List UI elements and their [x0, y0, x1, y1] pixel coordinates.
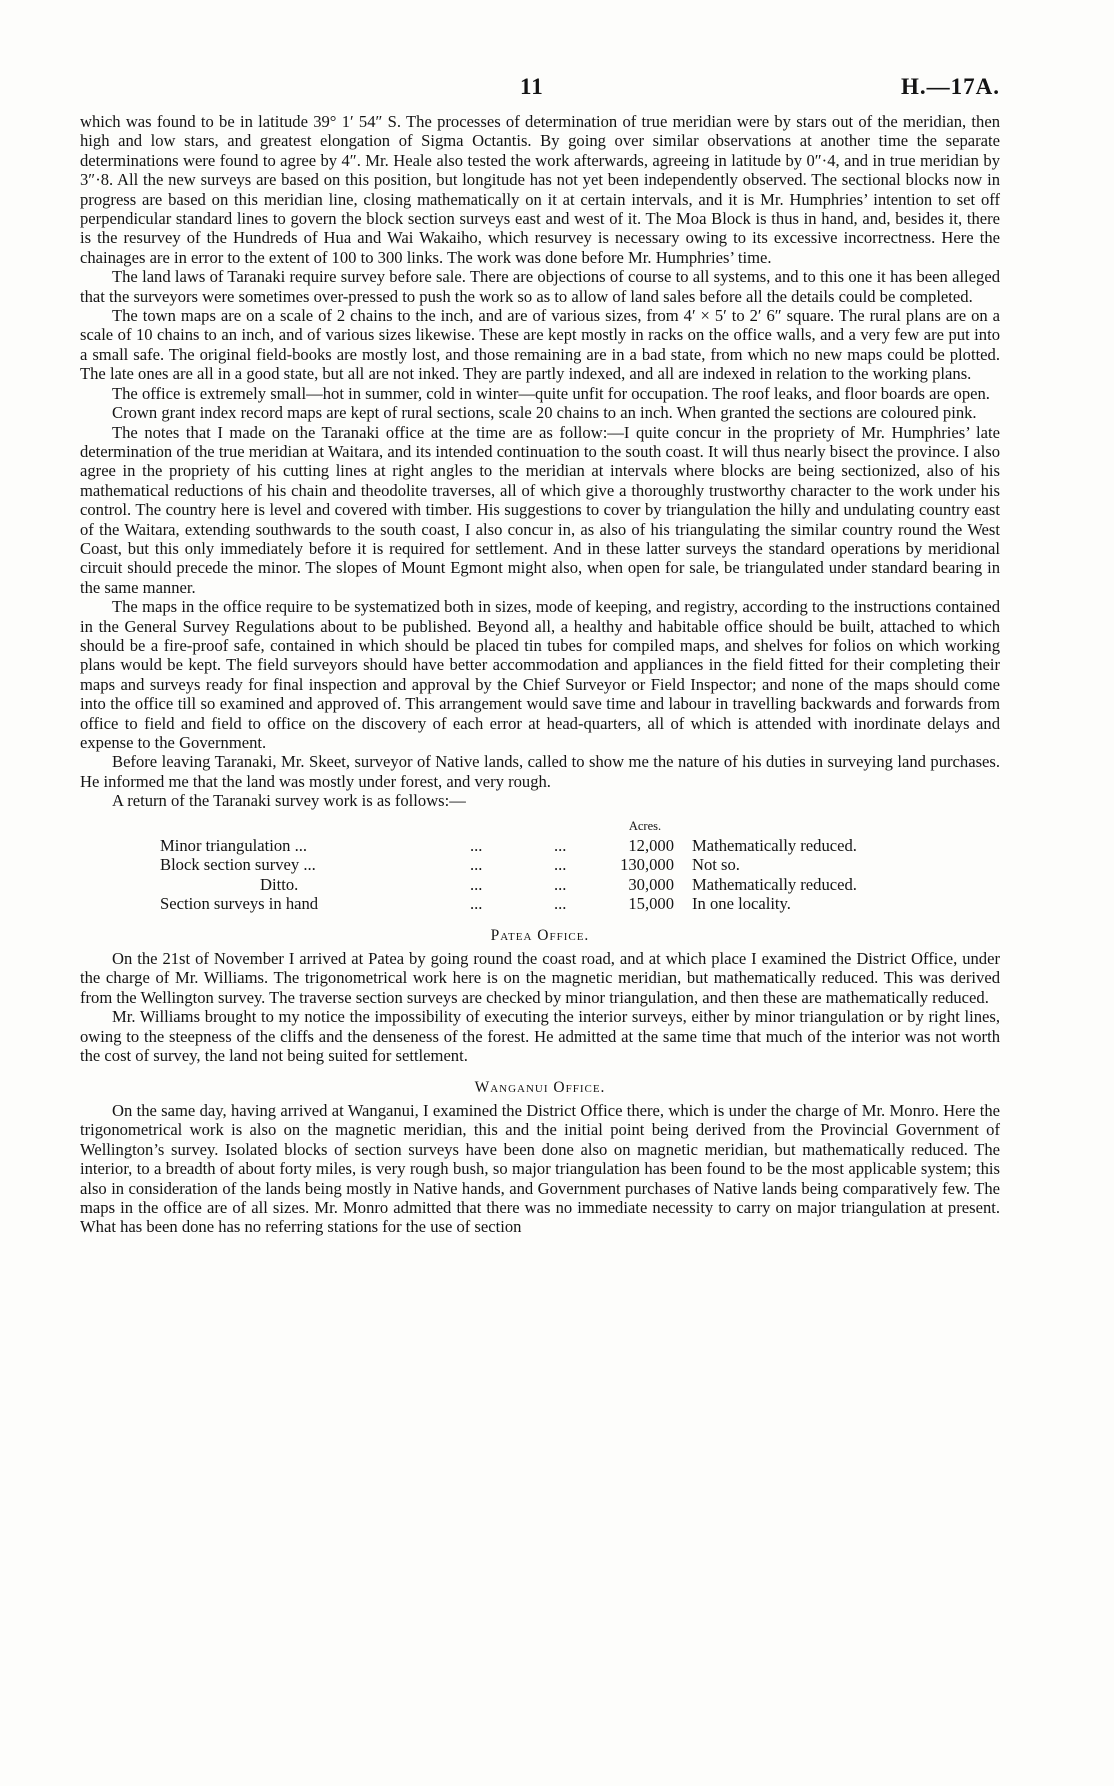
paragraph: Crown grant index record maps are kept of rural sections, scale 20 chains to an inch. When granted the sections are coloured pink. [112, 403, 977, 423]
survey-note: Mathematically reduced. [692, 836, 857, 856]
page-header [80, 74, 1000, 104]
leader-dots: ... [554, 874, 567, 894]
page-number: 11 [520, 74, 544, 99]
paragraph: A return of the Taranaki survey work is as follows:— [112, 791, 466, 811]
leader-dots: ... [470, 894, 483, 914]
survey-note: Mathematically reduced. [692, 874, 857, 894]
table-row [160, 875, 952, 894]
paragraph: Before leaving Taranaki, Mr. Skeet, surveyor of Native lands, called to show me the nature of his duties in surveying land purchases. He informed me that the land was mostly under forest, and very rough. [80, 752, 1000, 791]
leader-dots: ... [554, 855, 567, 875]
table-header-row [160, 817, 952, 836]
acres-value: 130,000 [620, 855, 674, 875]
leader-dots: ... [554, 836, 567, 856]
paragraph: The land laws of Taranaki require survey before sale. There are objections of course to all systems, and to this one it has been alleged that the surveyors were sometimes over-pressed to push the work so as to allow of land sales before all the details could be completed. [80, 267, 1000, 306]
leader-dots: ... [554, 894, 567, 914]
survey-item: Section surveys in hand [160, 894, 319, 914]
leader-dots: ... [470, 874, 483, 894]
survey-return-table [160, 817, 952, 914]
survey-note: Not so. [692, 855, 740, 875]
acres-value: 15,000 [628, 894, 674, 914]
table-row [160, 836, 952, 855]
document-body [80, 112, 1000, 1237]
survey-item: Ditto. [260, 874, 299, 894]
table-row [160, 855, 952, 874]
paragraph: Mr. Williams brought to my notice the impossibility of executing the interior surveys, either by minor triangulation or by right lines, owing to the steepness of the cliffs and the denseness of the forest. He admitted at the same time that much of the interior was not worth the cost of survey, the land not being suited for settlement. [80, 1007, 1000, 1066]
acres-unit-label: Acres. [628, 818, 662, 833]
leader-dots: ... [470, 836, 483, 856]
paragraph: On the 21st of November I arrived at Patea by going round the coast road, and at which place I examined the District Office, under the charge of Mr. Williams. The trigonometrical work here is on the magnetic meridian, but mathematically reduced. This was derived from the Wellington survey. The traverse section surveys are checked by minor triangulation, and then these are mathematically reduced. [80, 949, 1000, 1007]
section-heading-wanganui: Wanganui Office. [474, 1078, 606, 1096]
paragraph: The maps in the office require to be systematized both in sizes, mode of keeping, and registry, according to the instructions contained in the General Survey Regulations about to be published. Beyond all, a healthy and habitable office should be built, attached to which should be a fire-proof safe, contained in which should be placed tin tubes for compiled maps, and shelves for folios on which working plans would be kept. The field surveyors should have better accommodation and appliances in the field fitted for their completing their maps and surveys ready for final inspection and approval by the Chief Surveyor or Field Inspector; and none of the maps should come into the office till so examined and approved of. This arrangement would save time and labour in travelling backwards and forwards from office to field and field to office on the discovery of each error at head-quarters, all of which is attended with inordinate delays and expense to the Government. [80, 597, 1000, 752]
acres-value: 12,000 [628, 836, 674, 856]
leader-dots: ... [470, 855, 483, 875]
paragraph: On the same day, having arrived at Wanganui, I examined the District Office there, which is under the charge of Mr. Monro. Here the trigonometrical work is also on the magnetic meridian, this and the initial point being derived from the Provincial Government of Wellington’s survey. Isolated blocks of section surveys have been done also on magnetic meridian, but mathematically reduced. The interior, to a breadth of about forty miles, is very rough bush, so major triangulation has been found to be the most applicable system; this also in consideration of the lands being mostly in Native hands, and Government purchases of Native lands being comparatively few. The maps in the office are of all sizes. Mr. Monro admitted that there was no immediate necessity to carry on major triangulation at present. What has been done has no referring stations for the use of section [80, 1100, 1000, 1237]
document-reference: H.—17A. [901, 74, 1000, 99]
paragraph: The office is extremely small—hot in summer, cold in winter—quite unfit for occupation. The roof leaks, and floor boards are open. [112, 383, 990, 403]
paragraph: The notes that I made on the Taranaki office at the time are as follow:—I quite concur in the propriety of Mr. Humphries’ late determination of the true meridian at Waitara, and its intended continuation to the south coast. It will thus nearly bisect the province. I also agree in the propriety of his cutting lines at right angles to the meridian at intervals where blocks are being sectionized, also of his mathematical reductions of his chain and theodolite traverses, all of which give a thoroughly trustworthy character to the work under his control. The country here is level and covered with timber. His suggestions to cover by triangulation the hilly and undulating country east of the Waitara, extending southwards to the south coast, I also concur in, as also of his triangulating the similar country round the West Coast, but this only immediately before it is required for settlement. And in these latter surveys the standard operations by meridional circuit should precede the minor. The slopes of Mount Egmont might also, when open for sale, be triangulated under standard bearing in the same manner. [80, 422, 1000, 597]
survey-item: Block section survey ... [160, 855, 316, 875]
paragraph: The town maps are on a scale of 2 chains to the inch, and are of various sizes, from 4′ × 5′ to 2′ 6″ square. The rural plans are on a scale of 10 chains to an inch, and of various sizes likewise. These are kept mostly in racks on the office walls, and a very few are put into a small safe. The original field-books are mostly lost, and those remaining are in a bad state, from which no new maps could be plotted. The late ones are all in a good state, but all are not inked. They are partly indexed, and all are indexed in relation to the working plans. [80, 306, 1000, 384]
section-heading-patea: Patea Office. [490, 926, 590, 944]
paragraph: which was found to be in latitude 39° 1′ 54″ S. The processes of determination of true meridian were by stars out of the meridian, then high and low stars, and greatest elongation of Sigma Octantis. By going over similar observations at another time the separate determinations were found to agree by 4″. Mr. Heale also tested the work afterwards, agreeing in latitude by 0″·4, and in true meridian by 3″·8. All the new surveys are based on this position, but longitude has not yet been independently observed. The sectional blocks now in progress are based on this meridian line, closing mathematically on it at certain intervals, and it is Mr. Humphries’ intention to set off perpendicular standard lines to govern the block section surveys east and west of it. The Moa Block is thus in hand, and, besides it, there is the resurvey of the Hundreds of Hua and Wai Wakaiho, which resurvey is necessary owing to its excessive incorrectness. Here the chainages are in error to the extent of 100 to 300 links. The work was done before Mr. Humphries’ time. [80, 112, 1000, 267]
table-row [160, 894, 952, 913]
survey-item: Minor triangulation ... [160, 836, 308, 856]
acres-value: 30,000 [628, 874, 674, 894]
survey-note: In one locality. [692, 894, 791, 914]
